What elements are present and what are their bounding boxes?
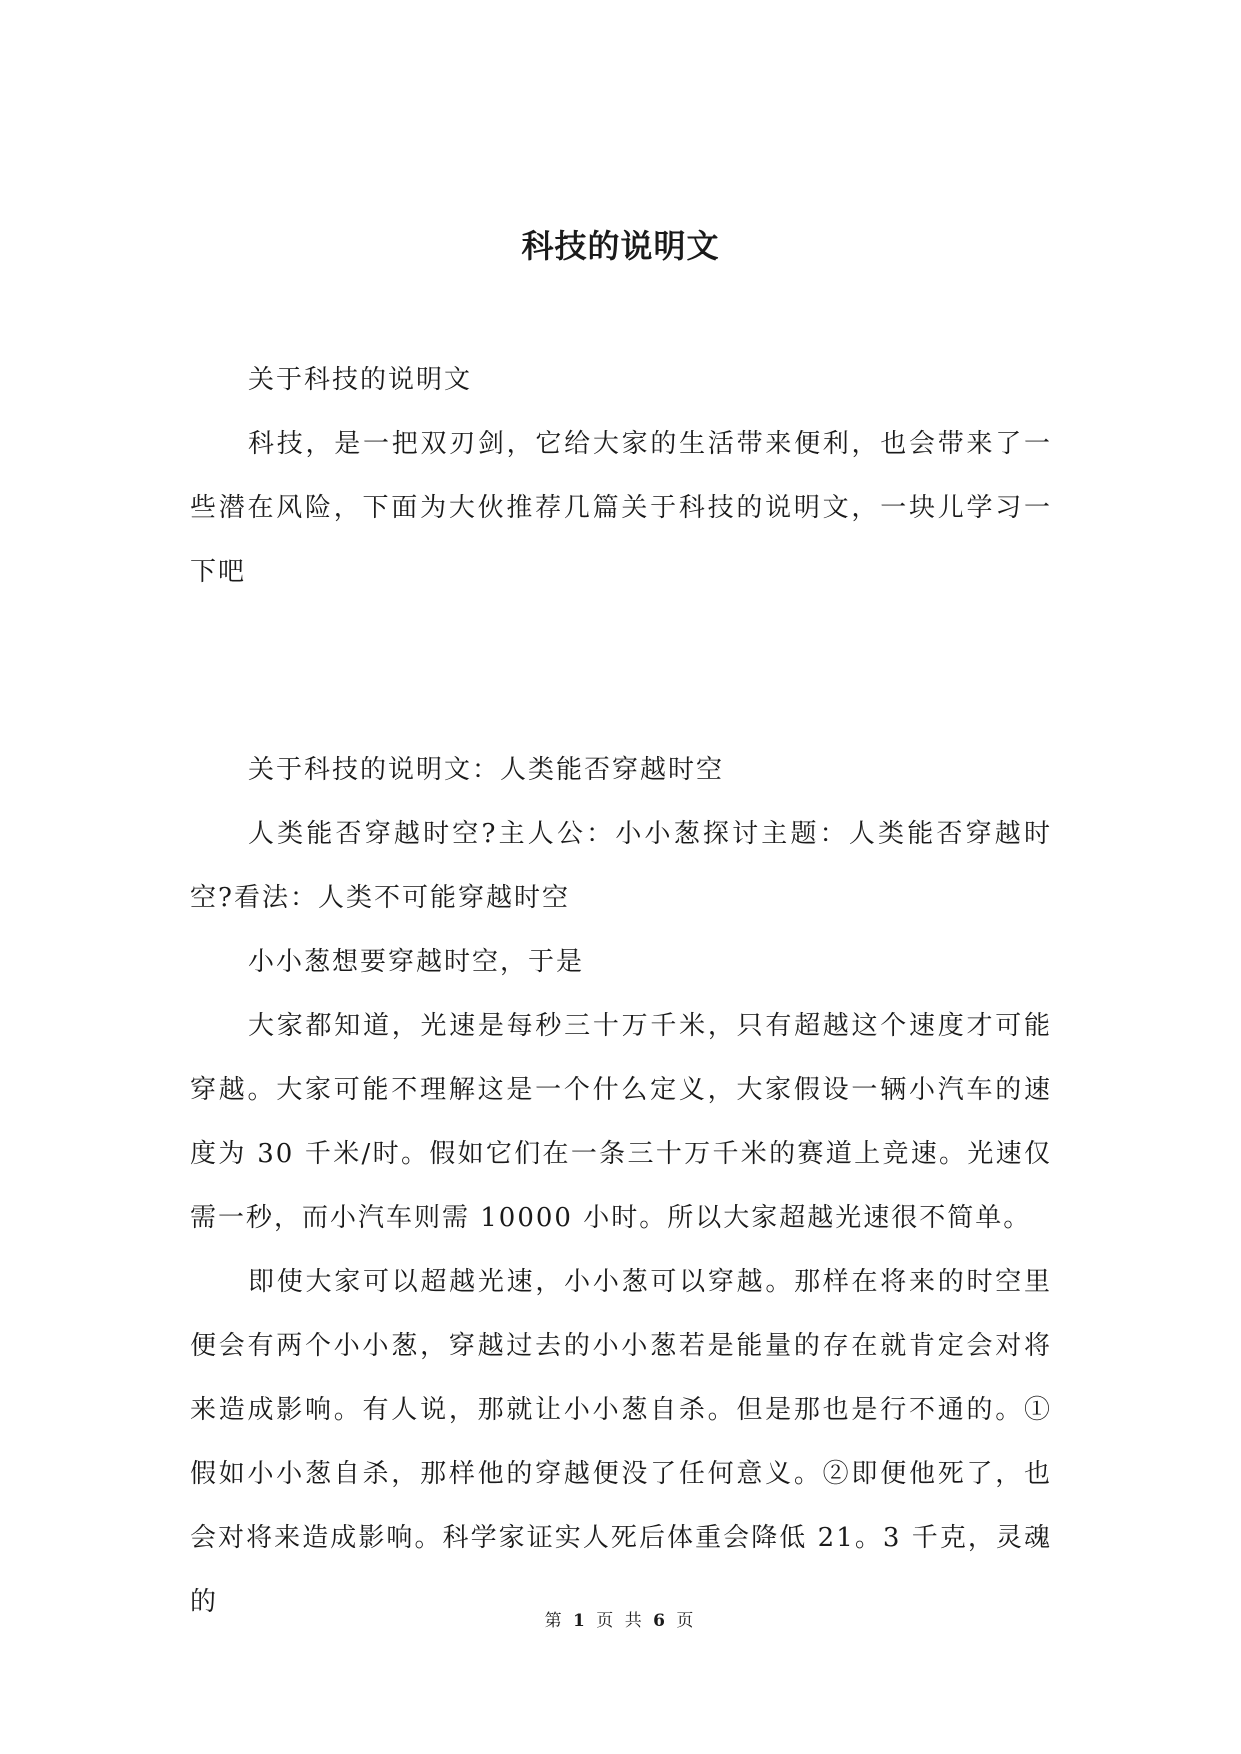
footer-prefix: 第: [544, 1611, 565, 1631]
article-paragraph: 大家都知道，光速是每秒三十万千米，只有超越这个速度才可能穿越。大家可能不理解这是一个什么定义，大家假设一辆小汽车的速度为 30 千米/时。假如它们在一条三十万千米的赛道上竞速。光速仅需一秒，而小汽车则需 10000 小时。所以大家超越光速很不简单。: [190, 1011, 1052, 1233]
intro-paragraph: 科技，是一把双刃剑，它给大家的生活带来便利，也会带来了一些潜在风险，下面为大伙推荐几篇关于科技的说明文，一块儿学习一下吧: [190, 429, 1052, 587]
total-page-count: 6: [653, 1611, 668, 1631]
footer-suffix: 页: [676, 1611, 697, 1631]
document-title: 科技的说明文: [521, 227, 720, 265]
footer-middle: 页 共: [596, 1611, 645, 1631]
page-number-footer: [0, 1608, 1241, 1634]
article-paragraph: 即使大家可以超越光速，小小葱可以穿越。那样在将来的时空里便会有两个小小葱，穿越过去的小小葱若是能量的存在就肯定会对将来造成影响。有人说，那就让小小葱自杀。但是那也是行不通的。①假如小小葱自杀，那样他的穿越便没了任何意义。②即便他死了，也会对将来造成影响。科学家证实人死后体重会降低 21。3 千克，灵魂的: [190, 1267, 1052, 1617]
article-section: [190, 738, 1052, 1634]
current-page-number: 1: [573, 1611, 588, 1631]
intro-heading: 关于科技的说明文: [248, 365, 473, 395]
article-paragraph: 小小葱想要穿越时空，于是: [248, 947, 585, 977]
intro-section: [190, 348, 1052, 604]
article-paragraph: 人类能否穿越时空?主人公：小小葱探讨主题：人类能否穿越时空?看法：人类不可能穿越时空: [190, 819, 1052, 913]
article-heading: 关于科技的说明文：人类能否穿越时空: [248, 755, 725, 785]
